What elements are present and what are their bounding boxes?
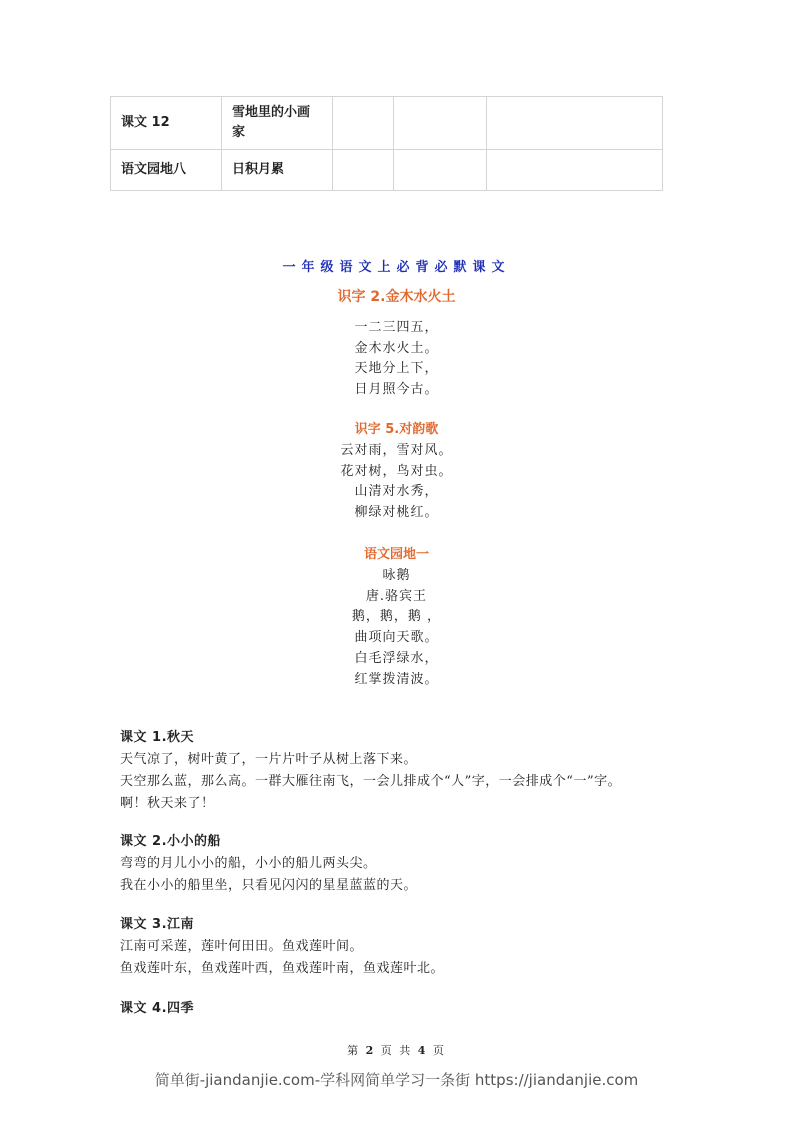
table-row [111, 150, 663, 191]
poem-line: 日月照今古。 [354, 382, 439, 398]
section-heading: 语文园地一 [363, 547, 429, 562]
paragraph-line: 鱼戏莲叶东，鱼戏莲叶西，鱼戏莲叶南，鱼戏莲叶北。 [120, 961, 445, 976]
table-cell [333, 150, 394, 191]
pager-mid: 页 共 [380, 1044, 413, 1057]
table-row [111, 97, 663, 150]
table-cell [487, 150, 663, 191]
section-shizi-5 [0, 420, 793, 524]
poem-line: 唐.骆宾王 [365, 588, 428, 604]
poem-line: 红掌拨清波。 [354, 671, 439, 687]
table-cell [487, 97, 663, 150]
poem-line: 白毛浮绿水， [354, 650, 439, 666]
lesson-table [110, 96, 663, 191]
poem-line: 咏鹅 [382, 567, 411, 583]
table-cell [394, 150, 487, 191]
section-heading: 课文 2.小小的船 [120, 834, 222, 849]
poem-line: 山清对水秀， [354, 484, 439, 500]
poem-line: 金木水火土。 [354, 340, 439, 356]
table-cell [333, 97, 394, 150]
pager-suffix: 页 [432, 1044, 446, 1057]
poem-line: 一二三四五， [354, 319, 439, 335]
table-cell: 日积月累 [222, 150, 333, 191]
paragraph-line: 我在小小的船里坐，只看见闪闪的星星蓝蓝的天。 [120, 878, 418, 893]
table-cell: 雪地里的小画家 [222, 97, 333, 150]
pager-current: 2 [365, 1044, 376, 1057]
paragraph-line: 天气凉了，树叶黄了，一片片叶子从树上落下来。 [120, 752, 418, 767]
poem-line: 鹅，鹅，鹅 ， [351, 609, 442, 625]
poem-line: 云对雨，雪对风。 [340, 442, 453, 458]
page-number [0, 1042, 793, 1058]
section-kewen-2 [120, 831, 680, 897]
section-heading: 课文 4.四季 [120, 1001, 195, 1016]
main-title: 一年级语文上必背必默课文 [282, 260, 511, 275]
section-yuwen-yuandi-1 [0, 545, 793, 691]
table-cell: 课文 12 [111, 97, 222, 150]
section-heading: 课文 3.江南 [120, 917, 195, 932]
section-heading: 课文 1.秋天 [120, 730, 195, 745]
poem-line: 天地分上下， [354, 361, 439, 377]
section-heading: 识字 2.金木水火土 [337, 289, 456, 305]
section-heading: 识字 5.对韵歌 [354, 422, 439, 437]
paragraph-line: 弯弯的月儿小小的船，小小的船儿两头尖。 [120, 856, 377, 871]
section-shizi-2 [0, 287, 793, 401]
site-footer-watermark: 简单街-jiandanjie.com-学科网简单学习一条街 https://jiandanjie.com [154, 1071, 639, 1089]
table-cell: 语文园地八 [111, 150, 222, 191]
pager-prefix: 第 [347, 1044, 361, 1057]
paragraph-line: 啊！秋天来了！ [120, 796, 215, 811]
poem-line: 曲项向天歌。 [354, 630, 439, 646]
poem-line: 花对树，鸟对虫。 [340, 463, 453, 479]
section-kewen-3 [120, 914, 680, 980]
pager-total: 4 [417, 1044, 428, 1057]
paragraph-line: 天空那么蓝，那么高。一群大雁往南飞，一会儿排成个“人”字，一会排成个“一”字。 [120, 774, 622, 789]
section-kewen-1 [120, 727, 680, 815]
paragraph-line: 江南可采莲，莲叶何田田。鱼戏莲叶间。 [120, 939, 364, 954]
section-kewen-4 [120, 998, 680, 1020]
table-cell [394, 97, 487, 150]
poem-line: 柳绿对桃红。 [354, 505, 439, 521]
